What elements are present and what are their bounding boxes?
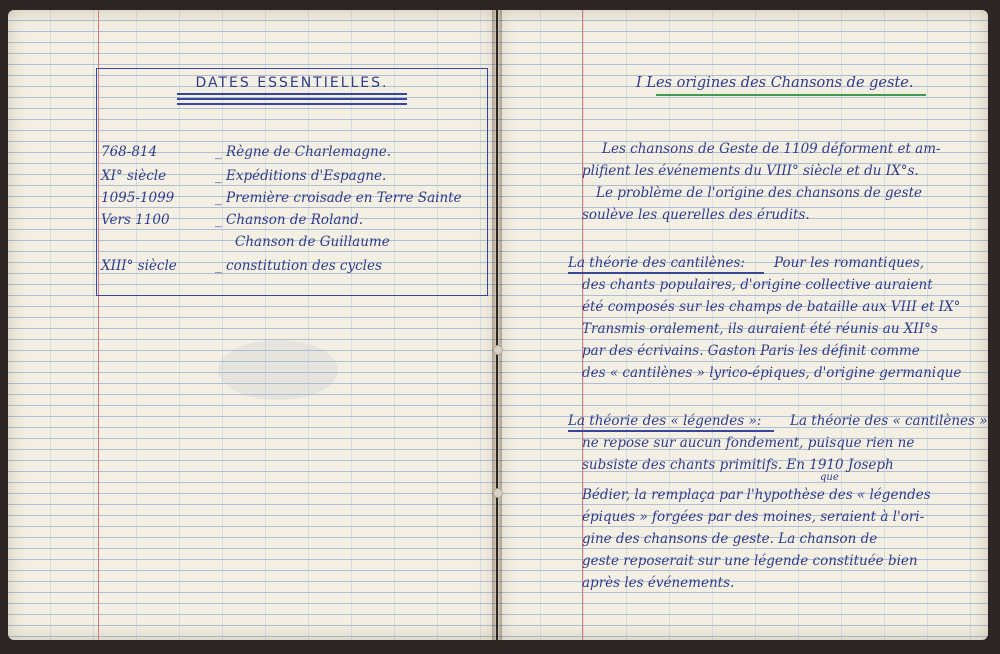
section-line: épiques » forgées par des moines, seraient à l'ori- <box>582 509 925 525</box>
intro-line: soulève les querelles des érudits. <box>582 207 810 223</box>
section-line: La théorie des « cantilènes » <box>790 413 988 429</box>
title-underline <box>177 93 407 95</box>
entry-event: _ constitution des cycles <box>215 258 382 274</box>
entry-date: XI° siècle <box>101 168 167 184</box>
section-title: La théorie des « légendes »: <box>568 413 762 429</box>
section-line: été composés sur les champs de bataille aux VIII et IX° <box>582 299 961 315</box>
section-line: par des écrivains. Gaston Paris les définit comme <box>582 343 920 359</box>
entry-event: _ Chanson de Roland. <box>215 212 364 228</box>
binding-hole <box>493 488 503 498</box>
entry-event: _ Règne de Charlemagne. <box>215 144 392 160</box>
intro-line: Les chansons de Geste de 1109 déforment et am- <box>602 141 941 157</box>
section-line: Pour les romantiques, <box>774 255 925 271</box>
intro-line: plifient les événements du VIII° siècle et du IX°s. <box>582 163 919 179</box>
binding-hole <box>493 345 503 355</box>
right-page <box>498 10 988 640</box>
intro-line: Le problème de l'origine des chansons de geste <box>596 185 922 201</box>
entry-event: Chanson de Guillaume <box>235 234 390 250</box>
section-line: ne repose sur aucun fondement, puisque rien ne <box>582 435 915 451</box>
entry-event: _ Première croisade en Terre Sainte <box>215 190 462 206</box>
section-line: gine des chansons de geste. La chanson de <box>582 531 878 547</box>
section-line: après les événements. <box>582 575 735 591</box>
section-line: des « cantilènes » lyrico-épiques, d'origine germanique <box>582 365 962 381</box>
entry-date: Vers 1100 <box>101 212 170 228</box>
entry-date: 1095-1099 <box>101 190 175 206</box>
section-line: Bédier, la remplaça par l'hypothèse des « légendes <box>582 487 931 503</box>
left-page <box>8 10 496 640</box>
inserted-word: que <box>820 472 839 483</box>
section-line: des chants populaires, d'origine collective auraient <box>582 277 933 293</box>
dates-title: DATES ESSENTIELLES. <box>195 75 389 91</box>
section-line: subsiste des chants primitifs. En 1910 Joseph <box>582 457 894 473</box>
section-line: Transmis oralement, ils auraient été réunis au XII°s <box>582 321 938 337</box>
entry-event: _ Expéditions d'Espagne. <box>215 168 387 184</box>
title-underline-2 <box>177 98 407 100</box>
dates-box <box>96 68 488 296</box>
paper-stain <box>218 340 338 400</box>
book-gutter <box>492 8 502 644</box>
entry-date: XIII° siècle <box>101 258 177 274</box>
section-title: La théorie des cantilènes: <box>568 255 745 271</box>
chapter-heading: I Les origines des Chansons de geste. <box>636 75 914 91</box>
entry-date: 768-814 <box>101 144 158 160</box>
section-line: geste reposerait sur une légende constituée bien <box>582 553 918 569</box>
title-underline-3 <box>177 103 407 105</box>
heading-underline <box>656 94 926 96</box>
